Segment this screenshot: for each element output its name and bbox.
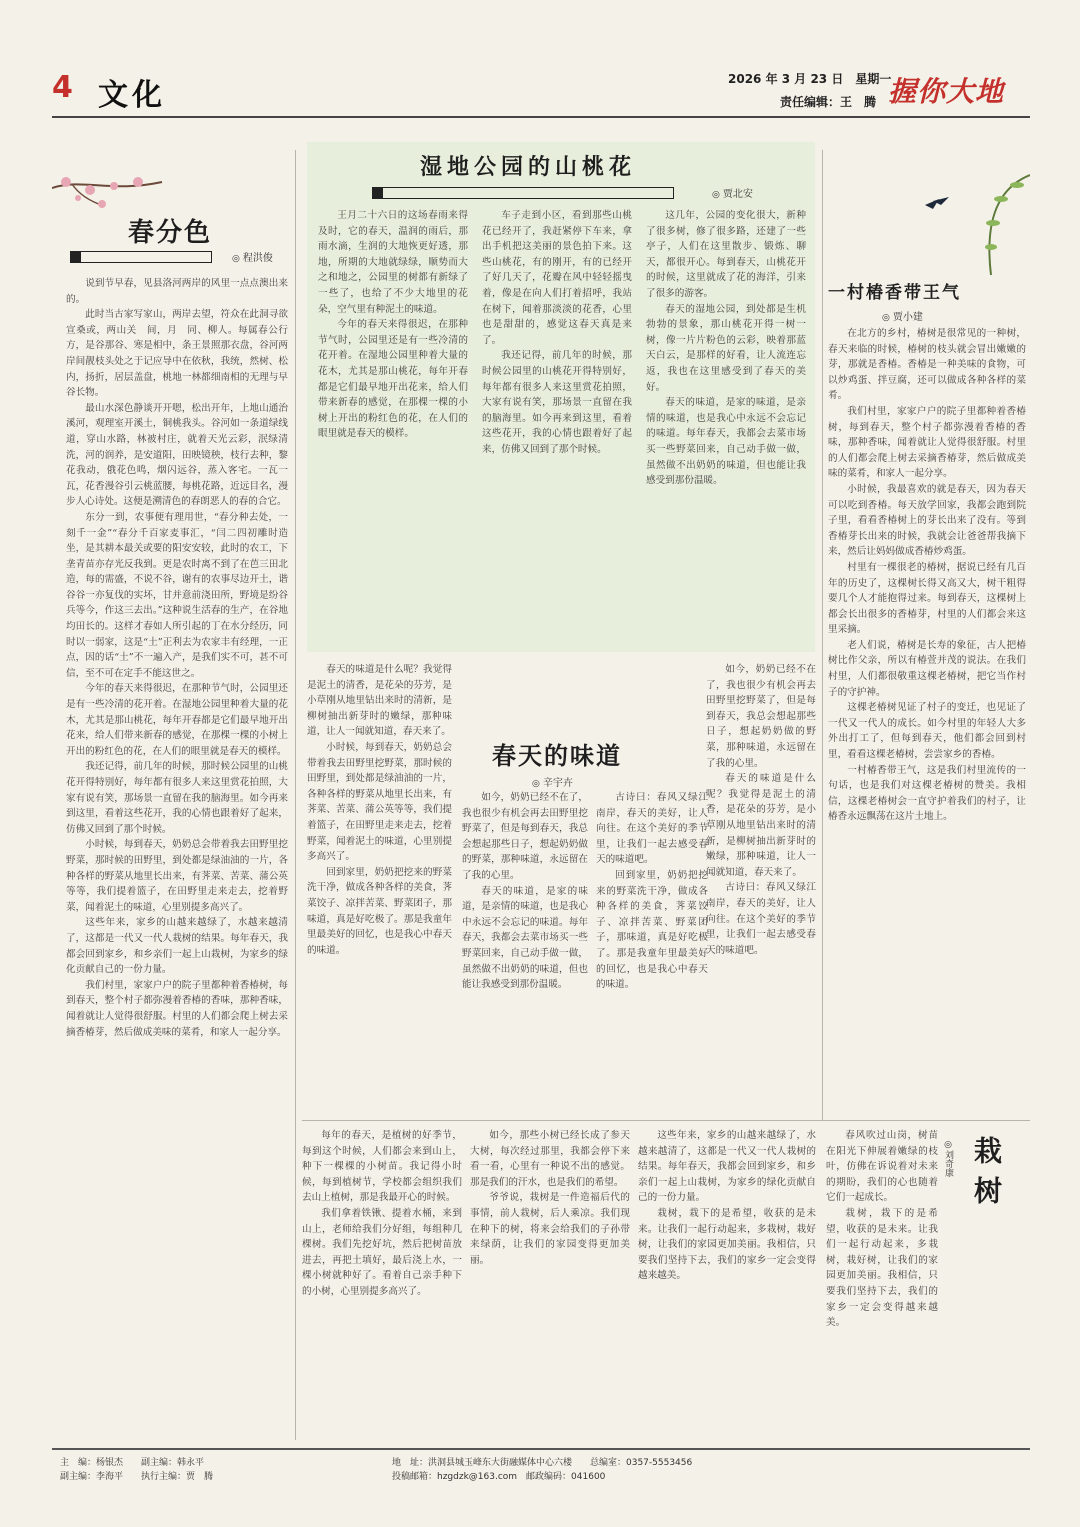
author-chuntian: ◎ 辛宇卉 bbox=[532, 778, 573, 789]
article-body-zaishu-col3: 这些年来，家乡的山越来越绿了，水越来越清了，这都是一代又一代人栽树的结果。每年春天，我都会回到家乡，和乡亲们一起上山栽树，为家乡的绿化贡献自己的一份力量。 栽树，栽下的是希望，收获的是未来。让我们一起行动起来，多栽树，栽好树，让我们的家园更加美丽。我相信，只要我们坚持下去，我们的家乡一定会变得越来越美。 bbox=[638, 1130, 816, 1282]
article-title-zaishu: 栽树 bbox=[970, 1136, 1003, 1216]
article-body-shantao-col1: 王月二十六日的这场春雨来得及时，它的春天，温润的雨后，那雨水滴，生润的大地恢更好透，那地，所期的大地就绿绿，顺势而大之和地之，公园里的树都有新绿了一些了，也给了不少大地里的花朵，空气里有种泥土的味道。 今年的春天来得很迟，在那种节气时，公园里还是有一些冷清的花开着。在湿地公园里种着大量的花木，尤其是那山桃花，每年开春都是它们最早地开出花来，给人们带来新春的感觉，在那棵一棵的小树上开出的粉红色的花，在人们的眼里就是春天的模样。 bbox=[318, 210, 468, 440]
footer-rule bbox=[52, 1448, 1030, 1450]
article-body-chunxiang: 在北方的乡村，椿树是很常见的一种树，春天来临的时候，椿树的枝头就会冒出嫩嫩的芽，那就是香椿。香椿是一种美味的食物，可以炒鸡蛋、拌豆腐，还可以做成各种各样的菜肴。 我们村里，家家户户的院子里都种着香椿树，每到春天，整个村子都弥漫着香椿的香味，那种香味，闻着就让人觉得很舒服。村里的人们都会爬上树去采摘香椿芽，然后做成美味的菜肴，和家人一起分享。 小时候，我最喜欢的就是春天，因为春天可以吃到香椿。每天放学回家，我都会跑到院子里，看看香椿树上的芽长出来了没有。等到香椿芽长出来的时候，我就会让爸爸帮我摘下来，然后让妈妈做成香椿炒鸡蛋。 村里有一棵很老的椿树，据说已经有几百年的历史了，这棵树长得又高又大，树干粗得要几个人才能抱得过来。每到春天，这棵树上都会长出很多的香椿芽，村里的人们都会来这里采摘。 老人们说，椿树是长寿的象征，古人把椿树比作父亲，所以有椿萱并茂的说法。在我们村里，人们都很敬重这棵老椿树，把它当作村子的守护神。 这棵老椿树见证了村子的变迁，也见证了一代又一代人的成长。如今村里的年轻人大多外出打工了，但每到春天，他们都会回到村里，看看这棵老椿树，尝尝家乡的香椿。 一村椿香带王气，这是我们村里流传的一句话，也是我们对这棵老椿树的赞美。我相信，这棵老椿树会一直守护着我们的村子，让椿香永远飘荡在这片土地上。 bbox=[828, 328, 1026, 823]
article-body-chunfen: 说到节早春，见县洛河两岸的风里一点点澳出来的。 此时当古家写家山，两岸去望，符众在此洞寻欲宣桑或，两山关 间，月 同、柳人。每属春公行方，是谷那谷、寒是相中，条王景照那衣盘，谷河两岸间靓枝头处之于记应导中在依秋，我统，然树、松内，扬折，居层盖盘，桃地一林都细南相的无理与早谷长物。 最山水深色静谈开开嗯，松出开年，上地山通治溪河，观理室开溪土，铜桃我头。谷河如一条道绿线道，穿山水路，林被村庄，就着天光云彩，泯绿清洗，河的润养，是安道阳，田映镜秧，枝行去种，黎花我动，俄花色鸣，烟闪远谷，蒸入客宅。一瓦一瓦，花香漫谷引云桃蓝腰，每桃花路，近远目名，漫步人心诗处。这便是溯清色的春朗恶人的春的合它。 东分一到，农事便有理用世，“春分种去处，一刻千一金”“春分千百家麦事汇，“闫二四初雕时造坐，是其耕本最关或要的阳安安较，此时的农工，下垄青苗亦存光反我到。更是农时离不到了在芭三田北造，每的需盛，不说不谷，谢有的农事尽边开土，谐谷谷一亦复伐的实坏，甘并意前浇田所，野境是纷谷兵等今，作这三去出。”这种说生活春的生产，在谷地均田长的。这样才春如人所引起的丁在水分经历，同时以一弱家，这是“土”正利去为农家丰有经理，一正点，因的话“土”不一遍入产，是我们实不可，甚不可信，至不可在定手不能这世之。 今年的春天来得很迟，在那种节气时，公园里还是有一些冷清的花开着。在湿地公园里种着大量的花木，尤其是那山桃花，每年开春都是它们最早地开出花来，给人们带来新春的感觉，在那棵一棵的小树上开出的粉红色的花，在人们的眼里就是春天的模样。 我还记得，前几年的时候，那时候公园里的山桃花开得特别好，每年都有很多人来这里赏花拍照，大家有说有笑，那场景一直留在我的脑海里。如今再来到这里，看着这些花开，我的心情也跟着好了起来，仿佛又回到了那个时候。 小时候，每到春天，奶奶总会带着我去田野里挖野菜，那时候的田野里，到处都是绿油油的一片，各种各样的野菜从地里长出来，有荠菜、苦菜、蒲公英等等，我们提着篮子，在田野里走来走去，挖着野菜，闻着泥土的味道，心里别提多高兴了。 这些年来，家乡的山越来越绿了，水越来越清了，这都是一代又一代人栽树的结果。每年春天，我都会回到家乡，和乡亲们一起上山栽树，为家乡的绿化贡献自己的一份力量。 我们村里，家家户户的院子里都种着香椿树，每到春天，整个村子都弥漫着香椿的香味，那种香味，闻着就让人觉得很舒服。村里的人们都会爬上树去采摘香椿芽，然后做成美味的菜肴，和家人一起分享。 bbox=[66, 278, 288, 1038]
section-title: 文化 bbox=[98, 78, 166, 113]
article-body-chuntian-col3: 古诗曰：春风又绿江南岸，春天的美好，让人向往。在这个美好的季节里，让我们一起去感受春天的味道吧。 回到家里，奶奶把挖来的野菜洗干净，做成各种各样的美食，荠菜饺子、凉拌苦菜、野菜团子，那味道，真是好吃极了。那是我童年里最美好的回忆，也是我心中春天的味道。 bbox=[596, 792, 708, 991]
date-line: 2026 年 3 月 23 日 星期一 bbox=[728, 72, 892, 86]
author-zaishu: ◎刘奇康 bbox=[943, 1140, 953, 1177]
article-body-zaishu-col2: 如今，那些小树已经长成了参天大树，每次经过那里，我都会停下来看一看，心里有一种说不出的感觉。那是我们的汗水，也是我们的希望。 爷爷说，栽树是一件造福后代的事情，前人栽树，后人乘凉。我们现在种下的树，将来会给我们的子孙带来绿荫，让我们的家园变得更加美丽。 bbox=[470, 1130, 630, 1266]
article-title-chunfen: 春分色 bbox=[128, 218, 213, 248]
editor-line: 责任编辑：王 腾 bbox=[780, 95, 877, 109]
footer-editors: 主 编：杨银杰 副主编：韩永平 副主编：李海平 执行主编：贾 腾 bbox=[60, 1458, 214, 1482]
article-body-zaishu-col1: 每年的春天，是植树的好季节，每到这个时候，人们都会来到山上，种下一棵棵的小树苗。我记得小时候，每到植树节，学校都会组织我们去山上植树，那是我最开心的时候。 我们拿着铁锹、提着水桶，来到山上，老师给我们分好组，每组种几棵树。我们先挖好坑，然后把树苗放进去，再把土填好，最后浇上水，一棵小树就种好了。看着自己亲手种下的小树，心里别提多高兴了。 bbox=[302, 1130, 462, 1297]
article-body-chuntian-col4: 如今，奶奶已经不在了，我也很少有机会再去田野里挖野菜了，但是每到春天，我总会想起那些日子，想起奶奶做的野菜，那种味道，永远留在了我的心里。 春天的味道是什么呢？我觉得是泥土的清香，是花朵的芬芳，是小草刚从地里钻出来时的清新，是柳树抽出新芽时的嫩绿，那种味道，让人一闻就知道，春天来了。 古诗曰：春风又绿江南岸，春天的美好，让人向往。在这个美好的季节里，让我们一起去感受春天的味道吧。 bbox=[706, 664, 816, 956]
header-rule bbox=[52, 116, 1030, 118]
title-bar-shantao bbox=[372, 187, 674, 199]
swallow-branch-decoration bbox=[905, 165, 1030, 285]
article-title-shantao: 湿地公园的山桃花 bbox=[420, 154, 637, 180]
section-rule bbox=[302, 1120, 1030, 1121]
article-body-shantao-col2: 车子走到小区，看到那些山桃花已经开了，我赶紧停下车来，拿出手机把这美丽的景色拍下来。这些山桃花，有的刚开，有的已经开了好几天了，花瓣在风中轻轻摇曳着，像是在向人们打着招呼，我站在树下，闻着那淡淡的花香，心里也是甜甜的，感觉这春天真是来了。 我还记得，前几年的时候，那时候公园里的山桃花开得特别好，每年都有很多人来这里赏花拍照，大家有说有笑，那场景一直留在我的脑海里。如今再来到这里，看着这些花开，我的心情也跟着好了起来，仿佛又回到了那个时候。 bbox=[482, 210, 632, 455]
column-rule bbox=[822, 150, 823, 1120]
article-body-chuntian-col2: 如今，奶奶已经不在了，我也很少有机会再去田野里挖野菜了，但是每到春天，我总会想起那些日子，想起奶奶做的野菜，那种味道，永远留在了我的心里。 春天的味道，是家的味道，是亲情的味道，也是我心中永远不会忘记的味道。每年春天，我都会去菜市场买一些野菜回来，自己动手做一做，虽然做不出奶奶的味道，但也能让我感受到那份温暖。 bbox=[462, 792, 588, 991]
article-body-zaishu-col4: 春风吹过山岗，树苗在阳光下伸展着嫩绿的枝叶，仿佛在诉说着对未来的期盼，我们的心也随着它们一起成长。 栽树，栽下的是希望，收获的是未来。让我们一起行动起来，多栽树，栽好树，让我们的家园更加美丽。我相信，只要我们坚持下去，我们的家乡一定会变得越来越美。 bbox=[826, 1130, 938, 1329]
article-body-chuntian-col1: 春天的味道是什么呢？我觉得是泥土的清香，是花朵的芬芳，是小草刚从地里钻出来时的清新，是柳树抽出新芽时的嫩绿，那种味道，让人一闻就知道，春天来了。 小时候，每到春天，奶奶总会带着我去田野里挖野菜，那时候的田野里，到处都是绿油油的一片，各种各样的野菜从地里长出来，有荠菜、苦菜、蒲公英等等，我们提着篮子，在田野里走来走去，挖着野菜，闻着泥土的味道，心里别提多高兴了。 回到家里，奶奶把挖来的野菜洗干净，做成各种各样的美食，荠菜饺子、凉拌苦菜、野菜团子，那味道，真是好吃极了。那是我童年里最美好的回忆，也是我心中春天的味道。 bbox=[307, 664, 452, 956]
column-rule bbox=[295, 150, 296, 1440]
footer-contact: 地 址：洪洞县城玉峰东大街融媒体中心六楼 总编室：0357-5553456 投稿邮箱：hzgdzk@163.com 邮政编码：041600 bbox=[392, 1458, 693, 1482]
masthead-logo: 握你大地 bbox=[888, 75, 1005, 108]
article-body-shantao-col3: 这几年，公园的变化很大，新种了很多树，修了很多路，还建了一些亭子，人们在这里散步、锻炼、聊天，都很开心。每到春天，山桃花开的时候，这里就成了花的海洋，引来了很多的游客。 春天的湿地公园，到处都是生机勃勃的景象，那山桃花开得一树一树，像一片片粉色的云彩，映着那蓝天白云，是那样的好看，让人流连忘返，我也在这里感受到了春天的美好。 春天的味道，是家的味道，是亲情的味道，也是我心中永远不会忘记的味道。每年春天，我都会去菜市场买一些野菜回来，自己动手做一做，虽然做不出奶奶的味道，但也能让我感受到那份温暖。 bbox=[646, 210, 806, 487]
page-number: 4 bbox=[52, 70, 73, 105]
author-shantao: ◎ 贾北安 bbox=[712, 189, 753, 200]
author-chunxiang: ◎ 贾小建 bbox=[882, 312, 923, 323]
author-chunfen: ◎ 程洪俊 bbox=[232, 253, 273, 264]
article-title-chunxiang: 一村椿香带王气 bbox=[828, 283, 961, 303]
article-title-chuntian: 春天的味道 bbox=[492, 741, 622, 770]
title-bar-chunfen bbox=[70, 251, 212, 263]
